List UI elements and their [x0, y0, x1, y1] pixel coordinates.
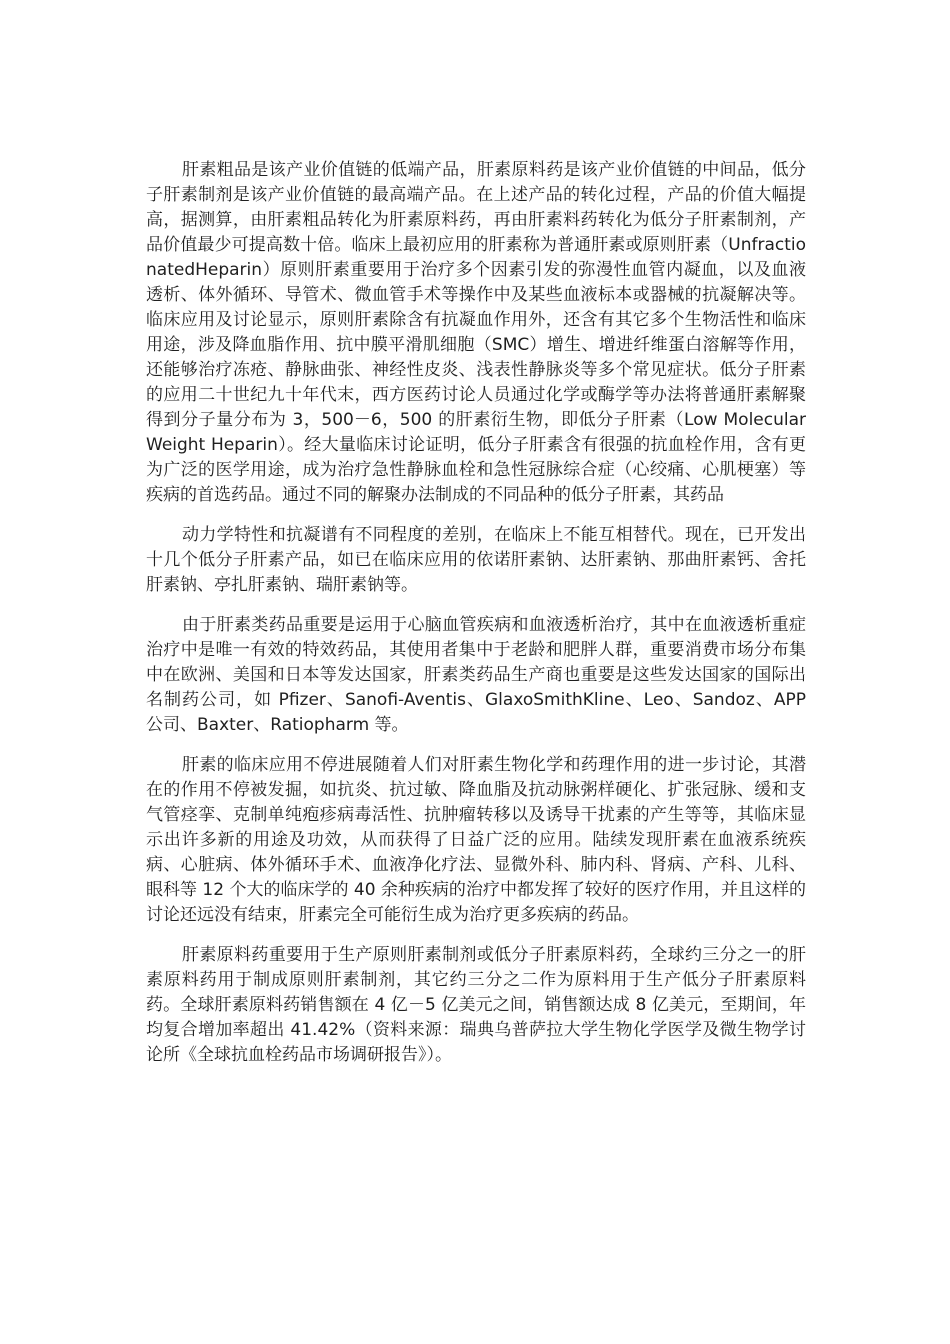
document-page	[146, 158, 806, 1083]
paragraph-market-distribution: 由于肝素类药品重要是运用于心脑血管疾病和血液透析治疗，其中在血液透析重症治疗中是唯一有效的特效药品，其使用者集中于老龄和肥胖人群，重要消费市场分布集中在欧洲、美国和日本等发达国家，肝素类药品生产商也重要是这些发达国家的国际出名制药公司，如 Pfizer、Sanofi-Aventis、GlaxoSmithKline、Leo、Sandoz、APP 公司、Baxter、Ratiopharm 等。	[146, 615, 806, 735]
paragraph-pharmacokinetics: 动力学特性和抗凝谱有不同程度的差别，在临床上不能互相替代。现在，已开发出十几个低分子肝素产品，如已在临床应用的依诺肝素钠、达肝素钠、那曲肝素钙、舍托肝素钠、亭扎肝素钠、瑞肝素钠等。	[146, 525, 806, 595]
paragraph-api-sales: 肝素原料药重要用于生产原则肝素制剂或低分子肝素原料药，全球约三分之一的肝素原料药用于制成原则肝素制剂，其它约三分之二作为原料用于生产低分子肝素原料药。全球肝素原料药销售额在 4 亿－5 亿美元之间，销售额达成 8 亿美元，至期间，年均复合增加率超出 41.42%（资料来源：瑞典乌普萨拉大学生物化学医学及微生物学讨论所《全球抗血栓药品市场调研报告》）。	[146, 945, 806, 1065]
paragraph-heparin-value-chain: 肝素粗品是该产业价值链的低端产品，肝素原料药是该产业价值链的中间品，低分子肝素制剂是该产业价值链的最高端产品。在上述产品的转化过程，产品的价值大幅提高，据测算，由肝素粗品转化为肝素原料药，再由肝素料药转化为低分子肝素制剂，产品价值最少可提高数十倍。临床上最初应用的肝素称为普通肝素或原则肝素（UnfractionatedHeparin）原则肝素重要用于治疗多个因素引发的弥漫性血管内凝血，以及血液透析、体外循环、导管术、微血管手术等操作中及某些血液标本或器械的抗凝解决等。临床应用及讨论显示，原则肝素除含有抗凝血作用外，还含有其它多个生物活性和临床用途，涉及降血脂作用、抗中膜平滑肌细胞（SMC）增生、增进纤维蛋白溶解等作用，还能够治疗冻疮、静脉曲张、神经性皮炎、浅表性静脉炎等多个常见症状。低分子肝素的应用二十世纪九十年代末，西方医药讨论人员通过化学或酶学等办法将普通肝素解聚得到分子量分布为 3，500－6，500 的肝素衍生物，即低分子肝素（Low Molecular Weight Heparin）。经大量临床讨论证明，低分子肝素含有很强的抗血栓作用，含有更为广泛的医学用途，成为治疗急性静脉血栓和急性冠脉综合症（心绞痛、心肌梗塞）等疾病的首选药品。通过不同的解聚办法制成的不同品种的低分子肝素，其药品	[146, 160, 806, 505]
paragraph-clinical-applications: 肝素的临床应用不停进展随着人们对肝素生物化学和药理作用的进一步讨论，其潜在的作用不停被发掘，如抗炎、抗过敏、降血脂及抗动脉粥样硬化、扩张冠脉、缓和支气管痉挛、克制单纯疱疹病毒活性、抗肿瘤转移以及诱导干扰素的产生等等，其临床显示出许多新的用途及功效，从而获得了日益广泛的应用。陆续发现肝素在血液系统疾病、心脏病、体外循环手术、血液净化疗法、显微外科、肺内科、肾病、产科、儿科、眼科等 12 个大的临床学的 40 余种疾病的治疗中都发挥了较好的医疗作用，并且这样的讨论还远没有结束，肝素完全可能衍生成为治疗更多疾病的药品。	[146, 755, 806, 925]
